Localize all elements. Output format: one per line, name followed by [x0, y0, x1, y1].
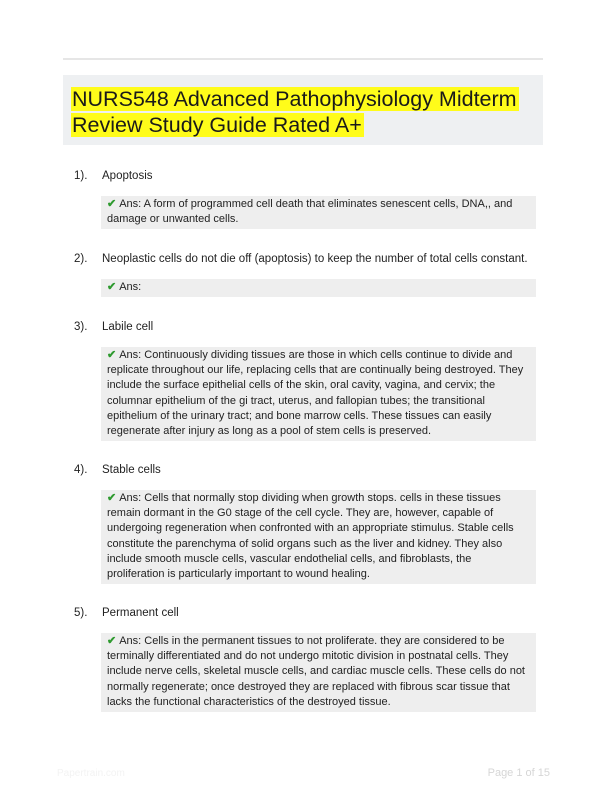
question-row — [74, 251, 536, 267]
question-text: Neoplastic cells do not die off (apoptosis) to keep the number of total cells constant. — [102, 253, 528, 265]
answer-box — [101, 279, 536, 297]
check-icon: ✔ — [107, 635, 117, 647]
qa-item-1 — [74, 168, 536, 229]
question-row — [74, 462, 536, 478]
title-highlight: NURS548 Advanced Pathophysiology Midterm Review Study Guide Rated A+ — [72, 87, 517, 137]
question-text: Stable cells — [102, 464, 161, 476]
answer-box — [101, 347, 536, 441]
question-number: 2). — [74, 253, 88, 265]
question-number: 3). — [74, 321, 88, 333]
answer-text: Ans: Continuously dividing tissues are those in which cells continue to divide and replicate throughout our life, replacing cells that are continually being destroyed. They include the surface epithelial cells of the skin, oral cavity, vagina, and cervix; the columnar epithelium of the gi tract, uterus, and fallopian tubes; the transitional epithelium of the urinary tract; and bone marrow cells. These tissues can easily regenerate after injury as long as a pool of stem cells is preserved. — [107, 349, 524, 438]
qa-item-5 — [74, 605, 536, 712]
answer-text: Ans: Cells in the permanent tissues to not proliferate. they are considered to be terminally differentiated and do not undergo mitotic division in postnatal cells. They include nerve cells, skeletal muscle cells, and cardiac muscle cells. These cells do not normally regenerate; once destroyed they are replaced with fibrous scar tissue that lacks the functional characteristics of the destroyed tissue. — [107, 635, 525, 708]
watermark-text: Papertrain.com — [57, 768, 125, 779]
check-icon: ✔ — [107, 492, 117, 504]
check-icon: ✔ — [107, 198, 117, 210]
question-row — [74, 168, 536, 184]
answer-box — [101, 633, 536, 712]
check-icon: ✔ — [107, 349, 117, 361]
answer-text: Ans: — [119, 281, 142, 293]
question-number: 4). — [74, 464, 88, 476]
qa-item-4 — [74, 462, 536, 584]
answer-box — [101, 490, 536, 584]
question-number: 1). — [74, 170, 88, 182]
answer-text: Ans: Cells that normally stop dividing when growth stops. cells in these tissues remain dormant in the G0 stage of the cell cycle. They are, however, capable of undergoing regeneration when confronted with an appropriate stimulus. Stable cells constitute the parenchyma of solid organs such as the liver and kidney. They also include smooth muscle cells, vascular endothelial cells, and fibroblasts, the proliferation is particularly important to wound healing. — [107, 492, 514, 581]
document-title — [71, 86, 533, 138]
page-indicator: Page 1 of 15 — [487, 767, 550, 779]
answer-box — [101, 196, 536, 229]
check-icon: ✔ — [107, 281, 117, 293]
question-row — [74, 605, 536, 621]
question-text: Labile cell — [102, 321, 154, 333]
answer-text: Ans: A form of programmed cell death that eliminates senescent cells, DNA,, and damage or unwanted cells. — [107, 198, 513, 226]
question-number: 5). — [74, 607, 88, 619]
qa-item-2 — [74, 251, 536, 297]
question-row — [74, 319, 536, 335]
question-text: Apoptosis — [102, 170, 153, 182]
qa-item-3 — [74, 319, 536, 441]
question-text: Permanent cell — [102, 607, 179, 619]
top-divider — [63, 58, 543, 60]
